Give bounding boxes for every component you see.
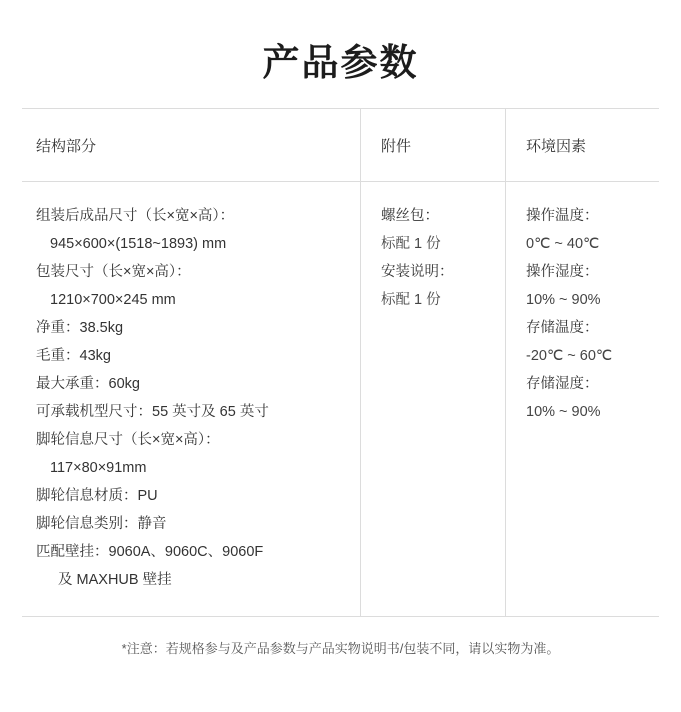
list-item: 毛重：43kg (36, 348, 111, 364)
list-item: 包装尺寸（长×宽×高）： (36, 264, 191, 280)
list-item: 及 MAXHUB 壁挂 (58, 572, 172, 588)
list-item: 脚轮信息材质：PU (36, 488, 158, 504)
accessories-list (361, 182, 505, 336)
structure-list (22, 182, 360, 616)
environment-list (506, 182, 659, 448)
table-body-row (22, 182, 659, 617)
header-label-environment: 环境因素 (526, 137, 587, 155)
list-item-label: 操作湿度： (526, 264, 599, 280)
column-structure-body (22, 182, 360, 616)
list-item: 可承载机型尺寸：55 英寸及 65 英寸 (36, 404, 269, 420)
list-item-value: 标配 1 份 (381, 236, 441, 252)
footnote: *注意：若规格参与及产品参数与产品实物说明书/包装不同，请以实物为准。 (121, 641, 560, 656)
column-structure-header (22, 109, 360, 181)
list-item: 1210×700×245 mm (50, 292, 176, 308)
list-item-label: 存储湿度： (526, 376, 599, 392)
column-accessories-body (360, 182, 505, 616)
list-item-value: 10% ~ 90% (526, 404, 601, 420)
list-item: 脚轮信息尺寸（长×宽×高）： (36, 432, 220, 448)
list-item-label: 存储温度： (526, 320, 599, 336)
list-item-label: 安装说明： (381, 264, 454, 280)
list-item: 匹配壁挂：9060A、9060C、9060F (36, 544, 264, 560)
list-item: 117×80×91mm (50, 460, 147, 476)
list-item: 945×600×(1518~1893) mm (50, 236, 227, 252)
column-environment-body (505, 182, 659, 616)
list-item: 最大承重：60kg (36, 376, 140, 392)
list-item-value: -20℃ ~ 60℃ (526, 348, 613, 364)
page-title: 产品参数 (262, 42, 419, 83)
list-item-label: 螺丝包： (381, 208, 439, 224)
list-item: 净重：38.5kg (36, 320, 124, 336)
list-item-value: 标配 1 份 (381, 292, 441, 308)
list-item-value: 10% ~ 90% (526, 292, 601, 308)
header-label-structure: 结构部分 (36, 137, 97, 155)
column-environment-header (505, 109, 659, 181)
list-item: 脚轮信息类别：静音 (36, 516, 167, 532)
list-item-value: 0℃ ~ 40℃ (526, 236, 600, 252)
list-item-label: 操作温度： (526, 208, 599, 224)
header-label-accessories: 附件 (381, 137, 412, 155)
table-header-row (22, 109, 659, 182)
list-item: 组装后成品尺寸（长×宽×高）： (36, 208, 235, 224)
column-accessories-header (360, 109, 505, 181)
